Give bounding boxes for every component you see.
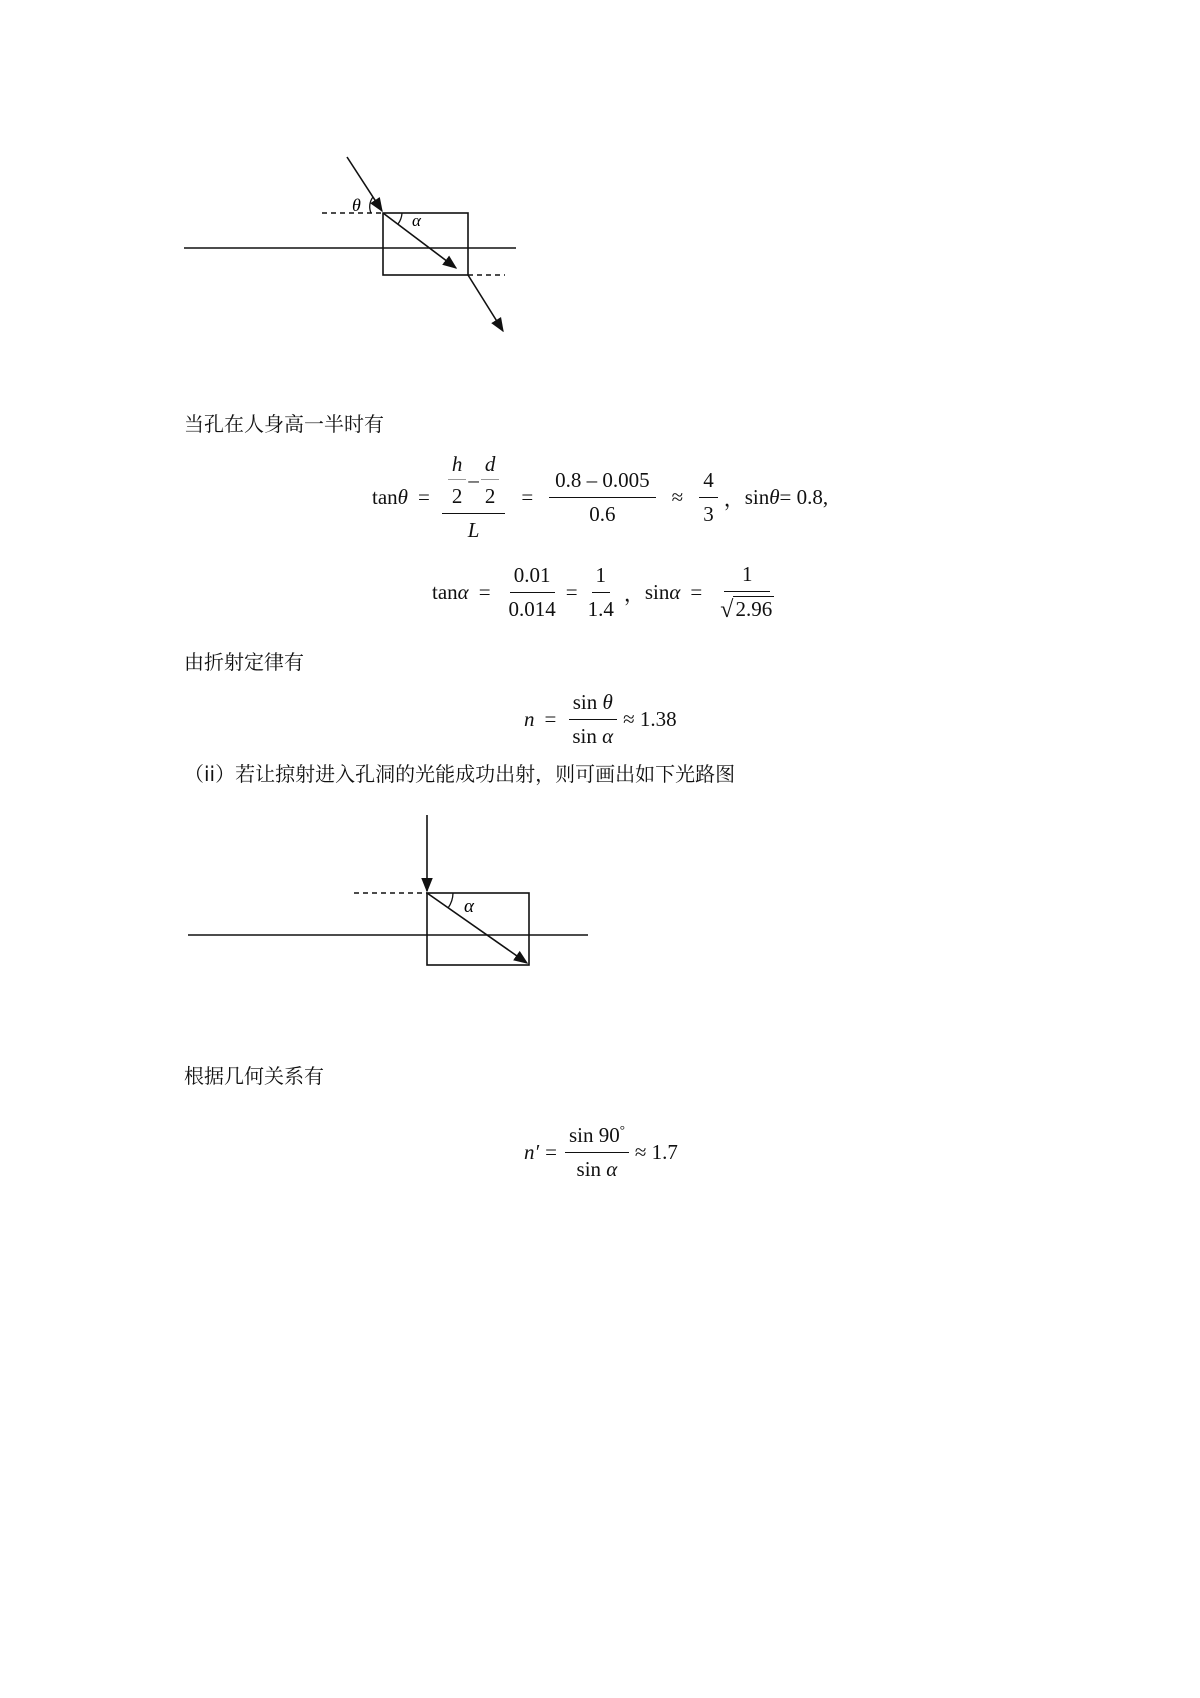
sin-theta-value: = 0.8, (779, 485, 829, 509)
refracted-ray (427, 893, 527, 963)
d-symbol: d (481, 452, 500, 480)
approx-value: ≈ 1.38 (623, 707, 677, 731)
theta-symbol: θ (602, 690, 613, 714)
separator-comma: ， (723, 486, 745, 511)
square-root: √ 2.96 (720, 597, 773, 623)
two-a: 2 (451, 484, 463, 508)
tan-label: tan (372, 485, 398, 509)
L-symbol: L (467, 518, 480, 542)
fraction-h-d-over-L (442, 452, 506, 543)
sin-alpha-symbol: α (669, 580, 681, 604)
sin-label: sin (644, 580, 670, 604)
equals-sign: = (417, 485, 430, 509)
exit-ray (468, 275, 503, 331)
degree-symbol: ° (619, 1122, 625, 1137)
alpha-label: α (464, 896, 474, 917)
alpha-arc (448, 893, 453, 908)
fraction-h-over-2 (448, 452, 467, 509)
fraction-1-over-sqrt (716, 562, 778, 623)
sin-label-den: sin (572, 724, 603, 748)
denominator-0.6: 0.6 (589, 502, 616, 526)
denominator-1.4: 1.4 (587, 597, 614, 621)
numerator-1b: 1 (724, 562, 771, 592)
equals-sign: = (545, 1139, 557, 1164)
fraction-4-over-3 (699, 468, 718, 527)
fraction-sin90-over-sin-alpha (565, 1122, 629, 1182)
equals-sign: = (478, 580, 491, 604)
separator-comma: ， (623, 581, 645, 606)
alpha-arc (398, 213, 402, 224)
tan-label: tan (432, 580, 458, 604)
sin-label: sin (572, 690, 603, 714)
radicand-2.96: 2.96 (735, 597, 773, 621)
equals-sign-3: = (690, 580, 703, 604)
theta-label: θ (352, 195, 361, 215)
minus-sign: – (468, 468, 479, 492)
equation-n-prime (524, 1122, 678, 1182)
two-b: 2 (484, 484, 496, 508)
alpha-label: α (412, 211, 421, 230)
equation-n (524, 690, 677, 749)
figure-1-refraction-diagram (0, 0, 1200, 360)
paragraph-refraction-law: 由折射定律有 (184, 650, 304, 674)
paragraph-hole-half-height: 当孔在人身高一半时有 (184, 412, 384, 436)
fraction-numeric (549, 468, 656, 527)
fraction-0.01-over-0.014 (505, 563, 560, 622)
sin-label-den: sin (576, 1157, 607, 1181)
equals-sign: = (544, 707, 557, 731)
sin-90-label: sin 90 (568, 1123, 620, 1147)
sin-theta-symbol: θ (769, 485, 780, 509)
denominator-0.014: 0.014 (508, 597, 556, 621)
paragraph-geometry: 根据几何关系有 (184, 1064, 324, 1088)
n-prime-symbol: n′ (524, 1139, 540, 1164)
equals-sign-2: = (521, 485, 534, 509)
fraction-1-over-1.4 (584, 563, 618, 622)
paragraph-part-ii: （ii）若让掠射进入孔洞的光能成功出射，则可画出如下光路图 (184, 762, 736, 786)
h-symbol: h (448, 452, 467, 480)
equation-tan-theta (372, 452, 828, 543)
figure-2-grazing-incidence-diagram (0, 800, 1200, 980)
numerator-0.01: 0.01 (510, 563, 555, 593)
n-symbol: n (524, 707, 535, 731)
fraction-sin-theta-over-sin-alpha (568, 690, 617, 749)
equals-sign-2: = (565, 580, 578, 604)
equation-tan-alpha (432, 562, 784, 623)
alpha-symbol: α (606, 1157, 618, 1181)
numerator-0.795: 0.8 – 0.005 (549, 468, 656, 498)
numerator-4: 4 (699, 468, 718, 498)
theta-arc (370, 197, 373, 213)
theta-symbol: θ (397, 485, 408, 509)
alpha-symbol: α (602, 724, 614, 748)
sin-label: sin (744, 485, 770, 509)
denominator-3: 3 (703, 502, 714, 526)
fraction-d-over-2 (481, 452, 500, 509)
approx-value: ≈ 1.7 (634, 1139, 678, 1164)
approx-sign: ≈ (671, 485, 684, 509)
numerator-1: 1 (592, 563, 611, 593)
alpha-symbol: α (457, 580, 469, 604)
